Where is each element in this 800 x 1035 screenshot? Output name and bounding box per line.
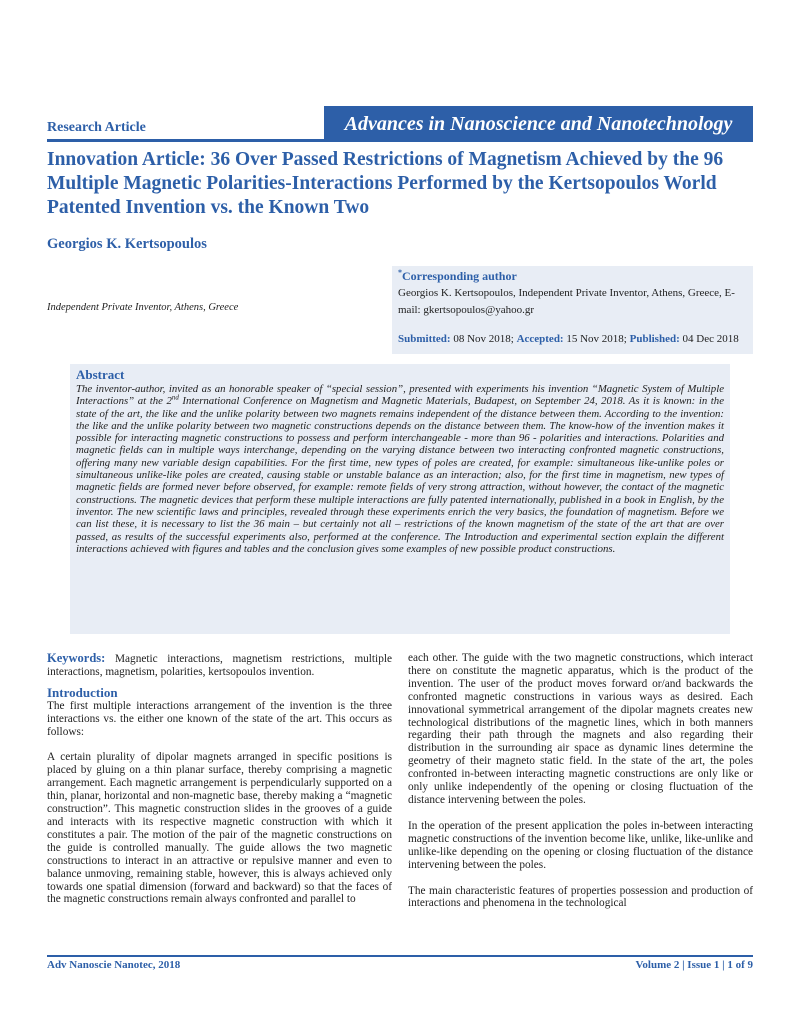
article-title: Innovation Article: 36 Over Passed Restrictions of Magnetism Achieved by the 96 Multiple Magnetic Polarities-Interactions Performed by the Kertsopoulos World Patented Invention vs. the Known Two [47, 149, 724, 218]
intro-paragraph-5: The main characteristic features of properties possession and production of interactions and phenomena in the technological [408, 884, 753, 910]
keywords-label: Keywords: [47, 651, 106, 665]
journal-banner [324, 106, 753, 142]
intro-paragraph-1: The first multiple interactions arrangement of the invention is the three interactions vs. the either one known of the state of the art. This occurs as follows: [47, 699, 392, 738]
asterisk-mark: * [398, 268, 402, 277]
right-column [408, 652, 753, 910]
author-name: Georgios K. Kertsopoulos [47, 236, 207, 252]
keywords-text: Magnetic interactions, magnetism restrictions, multiple interactions, magnetism, polarities, kertsopoulos invention. [47, 653, 393, 678]
corresponding-author-details: Georgios K. Kertsopoulos, Independent Private Inventor, Athens, Greece, E-mail: gkertsopoulos@yahoo.gr [398, 287, 735, 316]
journal-name: Advances in Nanoscience and Nanotechnology [344, 112, 733, 135]
footer-rule [47, 955, 753, 957]
intro-paragraph-3: each other. The guide with the two magnetic constructions, which interact there on constitute the magnetic apparatus, which is the product of the invention. The user of the product moves forward or/and backwards the confronted magnetic constructions in various ways as desired. Each innovational symmetrical arrangement of the dipolar magnets creates new technological distributions of the magnetic lines, which in both manners regarding their path through the magnets and also regarding their distribution in the surrounding air space as dynamic lines determine the geometry of their magneto static field. In the state of the art, the poles confronted in-between interacting magnetic constructions are only like or only unlike independently of the opening or closing fluctuation of the distance intervening between the poles. [408, 652, 753, 806]
intro-paragraph-2: A certain plurality of dipolar magnets arranged in specific positions is placed by gluing on a thin planar surface, thereby comprising a magnetic arrangement. Each magnetic arrangement is perpendicularly supported on a thin, planar, horizontal and non-magnetic base, thereby making a “magnetic construction”. This magnetic construction slides in the grooves of a guide and interacts with its respective magnetic construction with which it constitutes a pair. The motion of the pair of the magnetic constructions on the guide is controlled manually. The guide allows the two magnetic constructions to interact in an attractive or repulsive manner and even to balance unmoving, remaining stable, however, this is always achieved only towards one spatial dimension (forward and backward) so that the faces of the magnetic constructions remain always confronted and parallel to [47, 751, 392, 906]
abstract-part-2: International Conference on Magnetism and Magnetic Materials, Budapest, on September 24, 2018. As it is known: in the state of the art, the like and the unlike polarity between two magnets remains independent of the distance between them. According to the invention: the like and the unlike polarity between two magnetic constructions depends on the distance between them. The know-how of the invention makes it possible for interacting magnetic constructions to possess and perform interchangeable - more than 96 - polarities and interactions. Polarities and magnetic fields can in multiple ways interchange, depending on the varying distance between two interacting confronted magnetic constructions, offering many new variable design capabilities. For the first time, new types of poles are created, for example: simultaneous like-unlike poles or simultaneous unlike-like poles are created, causing stable or unstable balance as an interaction; also, for the first time in magnetism, new types of magnetic fields are formed never before observed, for example: remote fields of very strong attraction, without however, the contact of the magnetic constructions. The magnetic devices that perform these multiple interactions are fully patented internationally, published in a book in English, by the inventor. The new scientific laws and principles, revealed through these experiments enrich the very basics, the foundation of magnetism. Before we can list these, it is necessary to list the 36 main – but certainly not all – restrictions of the known magnetism of the state of the art that are over passed, as results of the successful experiments also, performed at the conference. The Introduction and experimental section explain the different interactions achieved with figures and tables and the conclusion gives some examples of new possible product constructions. [76, 395, 724, 555]
publication-dates [398, 333, 739, 345]
published-date: 04 Dec 2018 [682, 333, 739, 345]
abstract-heading: Abstract [76, 367, 125, 382]
author-affiliation: Independent Private Inventor, Athens, Greece [47, 302, 239, 313]
corresponding-author-label: Corresponding author [402, 269, 517, 283]
footer-page-info: Volume 2 | Issue 1 | 1 of 9 [635, 959, 753, 971]
intro-paragraph-4: In the operation of the present application the poles in-between interacting magnetic constructions of the invention become like, unlike, like-unlike and unlike-like depending on the opening or closing fluctuation of the distance intervening between the poles. [408, 819, 753, 871]
keywords-paragraph [47, 652, 392, 679]
submitted-label: Submitted: [398, 333, 451, 345]
left-column [47, 652, 392, 906]
article-type-label: Research Article [47, 120, 146, 135]
corresponding-author-heading [398, 268, 517, 284]
submitted-date: 08 Nov 2018; [453, 333, 514, 345]
footer-citation: Adv Nanoscie Nanotec, 2018 [47, 959, 181, 971]
abstract-part-1: The inventor-author, invited as an honorable speaker of “special session”, presented with experiments his invention “Magnetic System of Multiple Interactions” at the 2 [76, 383, 724, 408]
abstract-superscript: nd [171, 393, 179, 402]
introduction-heading: Introduction [47, 684, 118, 700]
accepted-label: Accepted: [516, 333, 564, 345]
published-label: Published: [629, 333, 680, 345]
accepted-date: 15 Nov 2018; [566, 333, 627, 345]
abstract-text [76, 383, 724, 555]
